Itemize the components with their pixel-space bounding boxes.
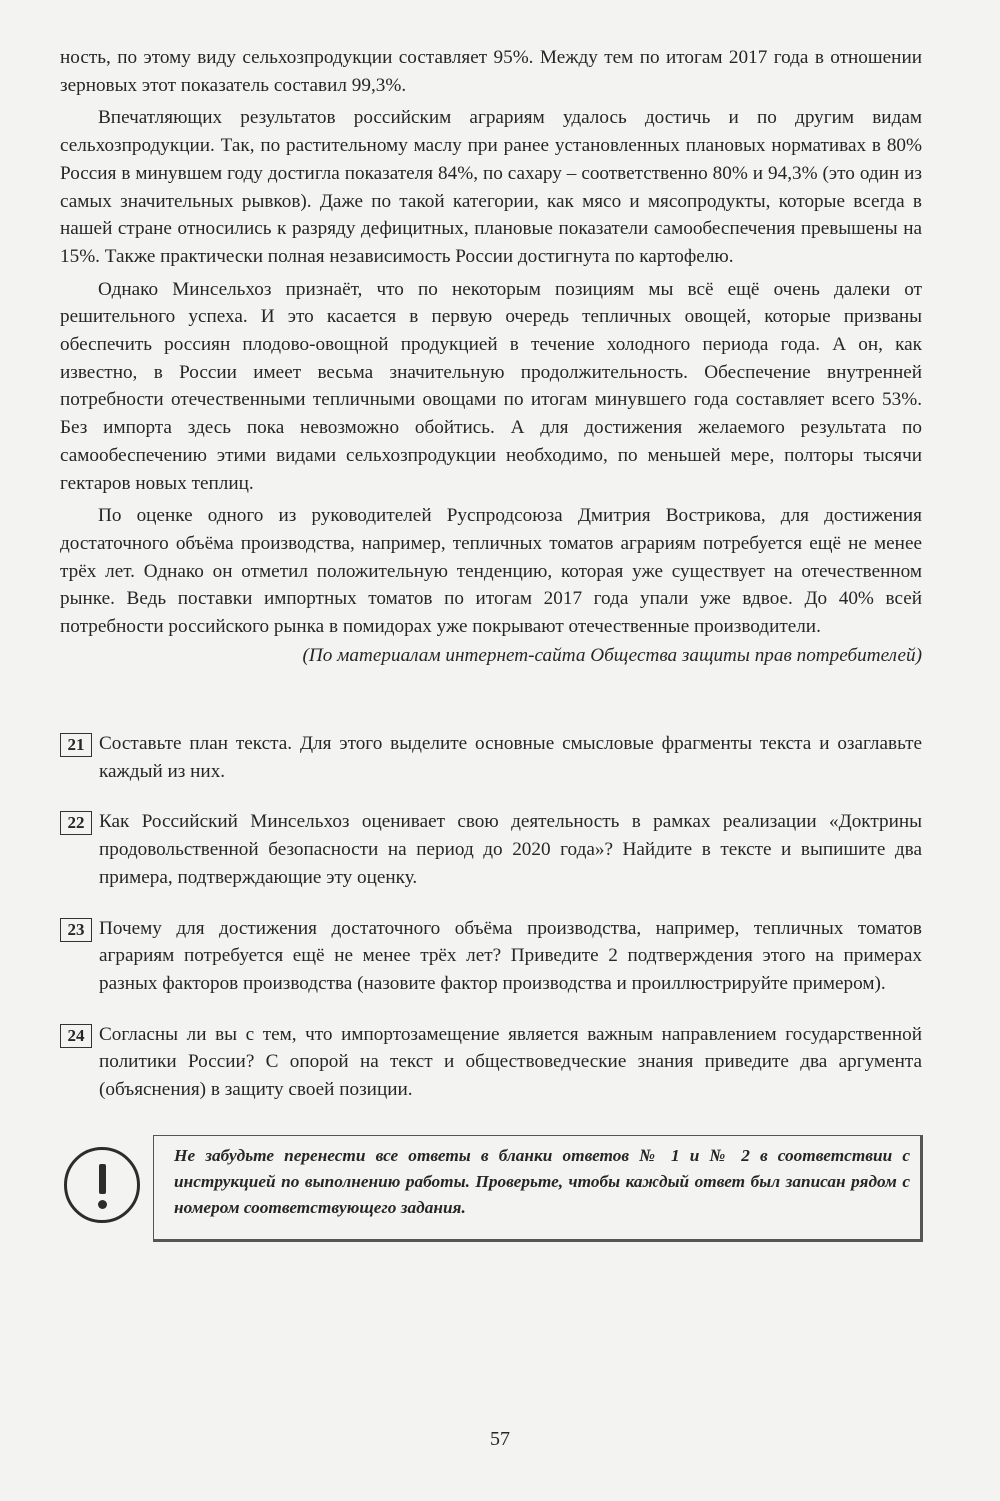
task-23	[60, 915, 922, 998]
task-24	[60, 1021, 922, 1104]
article-source: (По материалам интернет-сайта Общества защиты прав потребителей)	[302, 644, 922, 666]
article-paragraph: Однако Минсельхоз признаёт, что по некоторым позициям мы всё ещё очень далеки от решительного успеха. И это касается в первую очередь тепличных овощей, которые призваны обеспечить россиян плодово-овощной продукцией в течение холодного периода года. А он, как известно, в России имеет весьма значительную продолжительность. Обеспечение внутренней потребности отечественными тепличными овощами по итогам минувшего года составляет всего 53%. Без импорта здесь пока невозможно обойтись. А для достижения желаемого результата по самообеспечению этими видами сельхозпродукции необходимо, по меньшей мере, полторы тысячи гектаров новых теплиц.	[60, 278, 922, 494]
task-text: Согласны ли вы с тем, что импортозамещение является важным направлением государственной политики России? С опорой на текст и обществоведческие знания приведите два аргумента (объяснения) в защиту своей позиции.	[99, 1023, 922, 1101]
task-text: Как Российский Минсельхоз оценивает свою деятельность в рамках реализации «Доктрины продовольственной безопасности на период до 2020 года»? Найдите в тексте и выпишите два примера, подтверждающие эту оценку.	[99, 811, 922, 888]
article-paragraph: По оценке одного из руководителей Руспродсоюза Дмитрия Вострикова, для достижения достаточного объёма производства, например, тепличных томатов аграриям потребуется ещё не менее трёх лет. Однако он отметил положительную тенденцию, которая уже существует на отечественном рынке. Ведь поставки импортных томатов по итогам 2017 года упали уже вдвое. До 40% всей потребности российского рынка в помидорах уже покрывают отечественные производители.	[60, 505, 922, 638]
task-number: 21	[60, 733, 92, 757]
task-number: 22	[60, 811, 92, 835]
article-paragraph: Впечатляющих результатов российским аграриям удалось достичь и по другим видам сельхозпродукции. Так, по растительному маслу при ранее установленных плановых нормативах в 80% Россия в минувшем году достигла показателя 84%, по сахару – соответственно 80% и 94,3% (это один из самых значительных рывков). Даже по такой категории, как мясо и мясопродукты, которые всегда в нашей стране относились к разряду дефицитных, плановые показатели самообеспечения превышены на 15%. Также практически полная независимость России достигнута по картофелю.	[60, 107, 922, 267]
task-22	[60, 808, 922, 891]
notice-text: Не забудьте перенести все ответы в бланки ответов № 1 и № 2 в соответствии с инструкцией по выполнению работы. Проверьте, чтобы каждый ответ был записан рядом с номером соответствующего задания.	[153, 1135, 923, 1242]
page-number: 57	[490, 1428, 510, 1450]
task-list	[60, 730, 922, 1127]
article-paragraph: ность, по этому виду сельхозпродукции составляет 95%. Между тем по итогам 2017 года в отношении зерновых этот показатель составил 99,3%.	[60, 47, 922, 96]
article-text	[60, 44, 922, 669]
task-21	[60, 730, 922, 785]
task-text: Почему для достижения достаточного объёма производства, например, тепличных томатов аграриям потребуется ещё не менее трёх лет? Приведите 2 подтверждения этого на примерах разных факторов производства (назовите фактор производства и проиллюстрируйте примером).	[99, 917, 922, 994]
task-number: 23	[60, 918, 92, 942]
task-number: 24	[60, 1024, 92, 1048]
notice-block	[60, 1135, 926, 1245]
task-text: Составьте план текста. Для этого выделите основные смысловые фрагменты текста и озаглавьте каждый из них.	[99, 733, 922, 782]
exclamation-circle-icon	[64, 1147, 140, 1223]
